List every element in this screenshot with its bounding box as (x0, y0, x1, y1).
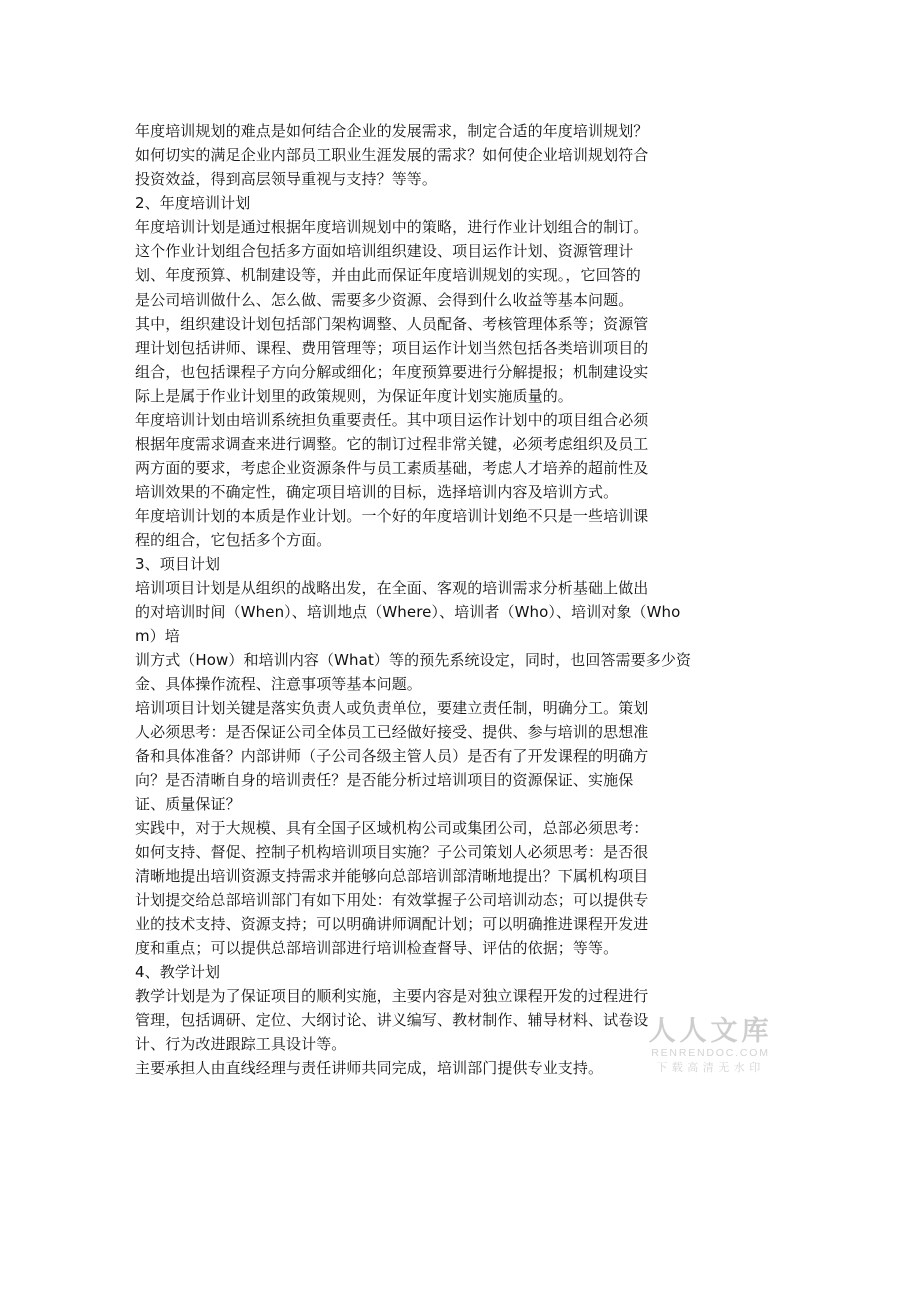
paragraph-line: 组合，也包括课程子方向分解或细化；年度预算要进行分解提报；机制建设实 (135, 363, 649, 381)
paragraph-line: 人必须思考：是否保证公司全体员工已经做好接受、提供、参与培训的思想准 (135, 723, 649, 741)
paragraph-line: 投资效益，得到高层领导重视与支持？等等。 (135, 170, 438, 188)
paragraph-line: 计、行为改进跟踪工具设计等。 (135, 1035, 347, 1053)
paragraph-line: 培训项目计划关键是落实负责人或负责单位，要建立责任制，明确分工。策划 (135, 699, 649, 717)
paragraph-line: 根据年度需求调查来进行调整。它的制订过程非常关键，必须考虑组织及员工 (135, 435, 649, 453)
watermark-url: RENRENDOC.COM (651, 1047, 770, 1059)
paragraph-line: 两方面的要求，考虑企业资源条件与员工素质基础，考虑人才培养的超前性及 (135, 459, 649, 477)
paragraph-line: 年度培训规划的难点是如何结合企业的发展需求，制定合适的年度培训规划？ (135, 122, 649, 140)
paragraph-line: 训方式（How）和培训内容（What）等的预先系统设定，同时，也回答需要多少资 (135, 651, 692, 669)
watermark (648, 1016, 773, 1078)
paragraph-line: 金、具体操作流程、注意事项等基本问题。 (135, 675, 422, 693)
section-heading: 4、教学计划 (135, 963, 221, 981)
paragraph-line: 际上是属于作业计划里的政策规则，为保证年度计划实施质量的。 (135, 387, 573, 405)
paragraph-line: 这个作业计划组合包括多方面如培训组织建设、项目运作计划、资源管理计 (135, 242, 634, 260)
paragraph-line: 其中，组织建设计划包括部门架构调整、人员配备、考核管理体系等；资源管 (135, 315, 649, 333)
section-heading: 3、项目计划 (135, 555, 221, 573)
paragraph-line: 备和具体准备？内部讲师（子公司各级主管人员）是否有了开发课程的明确方 (135, 747, 649, 765)
paragraph-line: 年度培训计划由培训系统担负重要责任。其中项目运作计划中的项目组合必须 (135, 411, 649, 429)
paragraph-line: 管理，包括调研、定位、大纲讨论、讲义编写、教材制作、辅导材料、试卷设 (135, 1011, 649, 1029)
watermark-logo: 人人文库 (648, 1016, 773, 1046)
paragraph-line: 年度培训计划是通过根据年度培训规划中的策略，进行作业计划组合的制订。 (135, 218, 649, 236)
paragraph-line: 培训效果的不确定性，确定项目培训的目标，选择培训内容及培训方式。 (135, 483, 619, 501)
paragraph-line: 业的技术支持、资源支持；可以明确讲师调配计划；可以明确推进课程开发进 (135, 915, 649, 933)
paragraph-line: 实践中，对于大规模、具有全国子区域机构公司或集团公司，总部必须思考： (135, 819, 649, 837)
paragraph-line: 培训项目计划是从组织的战略出发，在全面、客观的培训需求分析基础上做出 (135, 579, 649, 597)
paragraph-line: 计划提交给总部培训部门有如下用处：有效掌握子公司培训动态；可以提供专 (135, 891, 649, 909)
paragraph-line: 教学计划是为了保证项目的顺利实施，主要内容是对独立课程开发的过程进行 (135, 987, 649, 1005)
paragraph-line: 度和重点；可以提供总部培训部进行培训检查督导、评估的依据；等等。 (135, 939, 619, 957)
section-heading: 2、年度培训计划 (135, 194, 251, 212)
paragraph-line: 清晰地提出培训资源支持需求并能够向总部培训部清晰地提出？下属机构项目 (135, 867, 649, 885)
paragraph-line: m）培 (135, 627, 180, 645)
paragraph-line: 证、质量保证？ (135, 795, 241, 813)
paragraph-line: 划、年度预算、机制建设等，并由此而保证年度培训规划的实现。，它回答的 (135, 266, 641, 284)
paragraph-line: 是公司培训做什么、怎么做、需要多少资源、会得到什么收益等基本问题。 (135, 291, 634, 309)
paragraph-line: 向？是否清晰自身的培训责任？是否能分析过培训项目的资源保证、实施保 (135, 771, 634, 789)
paragraph-line: 如何支持、督促、控制子机构培训项目实施？子公司策划人必须思考：是否很 (135, 843, 649, 861)
paragraph-line: 如何切实的满足企业内部员工职业生涯发展的需求？如何使企业培训规划符合 (135, 146, 649, 164)
paragraph-line: 理计划包括讲师、课程、费用管理等；项目运作计划当然包括各类培训项目的 (135, 339, 649, 357)
paragraph-line: 的对培训时间（When）、培训地点（Where）、培训者（Who）、培训对象（Who (135, 603, 681, 621)
paragraph-line: 年度培训计划的本质是作业计划。一个好的年度培训计划绝不只是一些培训课 (135, 507, 649, 525)
watermark-note: 下载高清无水印 (656, 1062, 765, 1074)
paragraph-line: 主要承担人由直线经理与责任讲师共同完成，培训部门提供专业支持。 (135, 1059, 604, 1077)
paragraph-line: 程的组合，它包括多个方面。 (135, 531, 332, 549)
